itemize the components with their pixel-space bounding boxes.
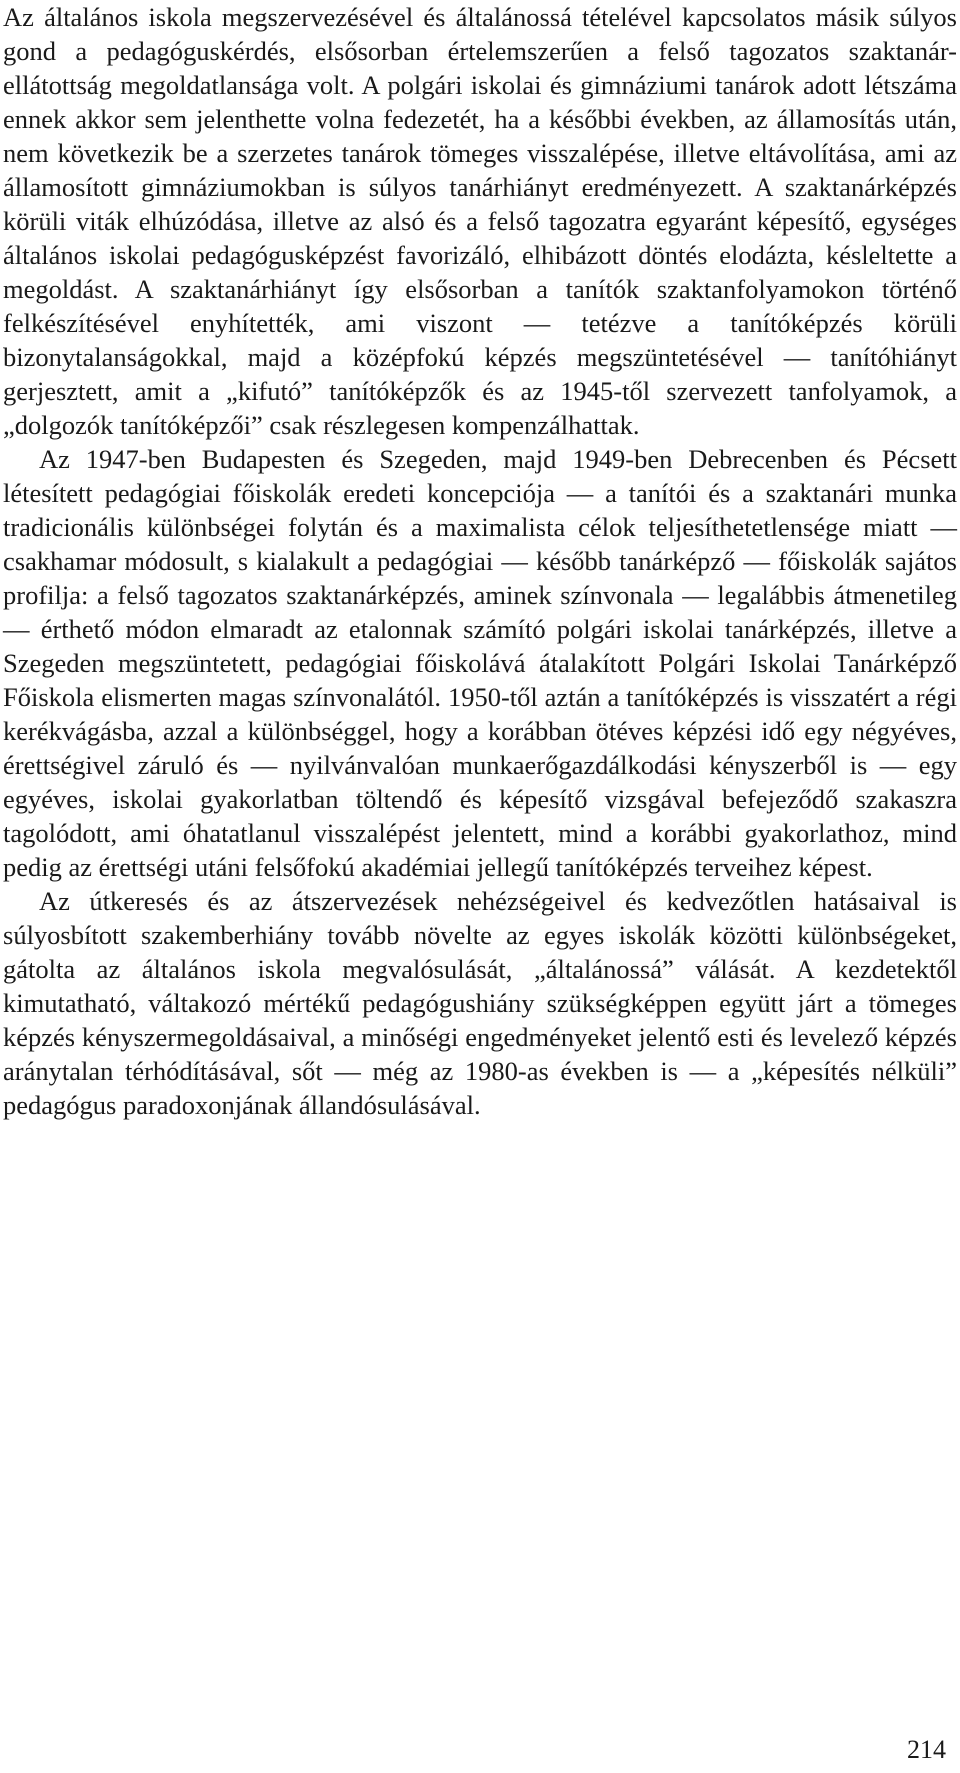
paragraph-3: Az útkeresés és az átszervezések nehézségeivel és kedvezőtlen hatásaival is súlyosbított szakemberhiány tovább növelte az egyes iskolák közötti különbségeket, gátolta az általános iskola megvalósulását, „általánossá” válását. A kezdetektől kimutatható, váltakozó mértékű pedagógushiány szükségképpen együtt járt a tömeges képzés kényszermegoldásaival, a minőségi engedményeket jelentő esti és levelező képzés aránytalan térhódításával, sőt — még az 1980-as években is — a „képesítés nélküli” pedagógus paradoxonjának állandósulásával. (3, 886, 957, 1120)
paragraph-1: Az általános iskola megszervezésével és általánossá tételével kapcsolatos másik súlyos gond a pedagóguskérdés, elsősorban értelemszerűen a felső tagozatos szaktanár-ellátottság megoldatlansága volt. A polgári iskolai és gimnáziumi tanárok adott létszáma ennek akkor sem jelenthette volna fedezetét, ha a későbbi években, az államosítás után, nem következik be a szerzetes tanárok tömeges visszalépése, illetve eltávolítása, ami az államosított gimnáziumokban is súlyos tanárhiányt eredményezett. A szaktanárképzés körüli viták elhúzódása, illetve az alsó és a felső tagozatra egyaránt képesítő, egységes általános iskolai pedagógusképzést favorizáló, elhibázott döntés elodázta, késleltette a megoldást. A szaktanárhiányt így elsősorban a tanítók szaktanfolyamokon történő felkészítésével enyhítették, ami viszont — tetézve a tanítóképzés körüli bizonytalanságokkal, majd a középfokú képzés megszüntetésével — tanítóhiányt gerjesztett, amit a „kifutó” tanítóképzők és az 1945-től szervezett tanfolyamok, a „dolgozók tanítóképzői” csak részlegesen kompenzálhattak. (3, 2, 957, 440)
body-text (3, 0, 957, 1122)
page-number: 214 (907, 1735, 946, 1764)
paragraph-2: Az 1947-ben Budapesten és Szegeden, majd 1949-ben Debrecenben és Pécsett létesített pedagógiai főiskolák eredeti koncepciója — a tanítói és a szaktanári munka tradicionális különbségei folytán és a maximalista célok teljesíthetetlensége miatt — csakhamar módosult, s kialakult a pedagógiai — később tanárképző — főiskolák sajátos profilja: a felső tagozatos szaktanárképzés, aminek színvonala — legalábbis átmenetileg — érthető módon elmaradt az etalonnak számító polgári iskolai tanárképzés, illetve a Szegeden megszüntetett, pedagógiai főiskolává átalakított Polgári Iskolai Tanárképző Főiskola elismerten magas színvonalától. 1950-től aztán a tanítóképzés is visszatért a régi kerékvágásba, azzal a különbséggel, hogy a korábban ötéves képzési idő egy négyéves, érettségivel záruló és — nyilvánvalóan munkaerőgazdálkodási kényszerből is — egy egyéves, iskolai gyakorlatban töltendő és képesítő vizsgával befejeződő szakaszra tagolódott, ami óhatatlanul visszalépést jelentett, mind a korábbi gyakorlathoz, mind pedig az érettségi utáni felsőfokú akadémiai jellegű tanítóképzés terveihez képest. (3, 444, 957, 882)
